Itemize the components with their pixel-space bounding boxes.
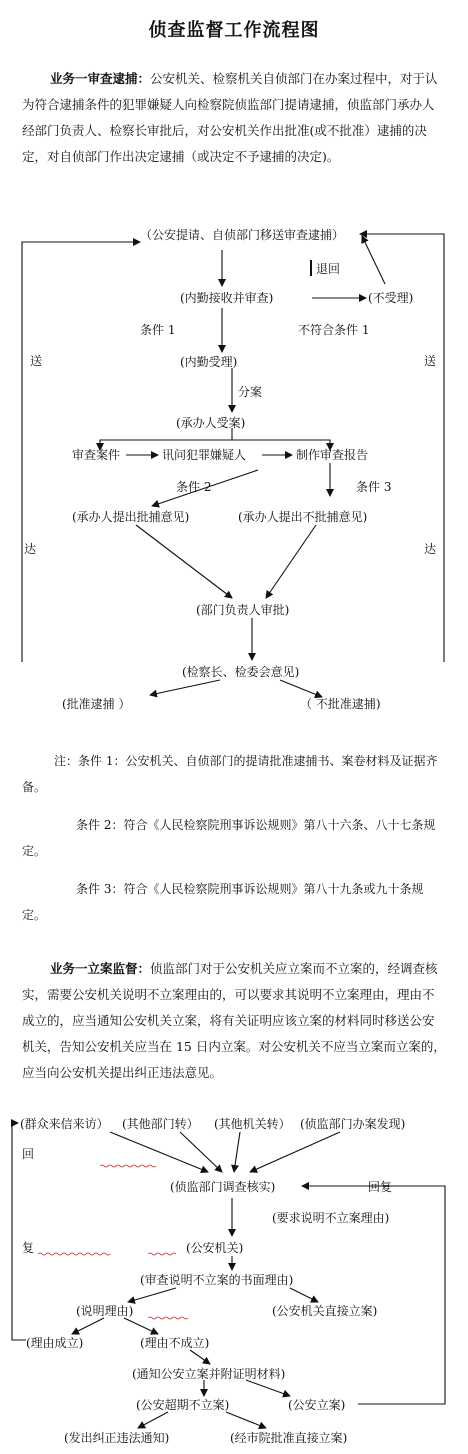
label-fu: 复 bbox=[22, 1241, 35, 1255]
note-condition-2: 条件 2：符合《人民检察院刑事诉讼规则》第八十六条、八十七条规定。 bbox=[22, 818, 436, 858]
side-right-deliver: 达 bbox=[424, 542, 437, 556]
node-self-discover: (侦监部门办案发现) bbox=[300, 1117, 406, 1131]
label-condition-1: 条件 1 bbox=[140, 323, 176, 337]
node-submit-arrest: （公安提请、自侦部门移送审查逮捕） bbox=[140, 228, 345, 242]
section1-text: 公安机关、检察机关自侦部门在办案过程中，对于认为符合逮捕条件的犯罪嫌疑人向检察院侦监部门提请逮捕，侦监部门承办人经部门负责人、检察长审批后，对公安机关作出批准(或不批准）逮捕的决定，对自侦部门作出决定逮捕（或决定不予逮捕的决定)。 bbox=[22, 71, 438, 164]
node-explain-reason: (说明理由) bbox=[76, 1304, 134, 1318]
label-return: 退回 bbox=[316, 262, 341, 276]
note-condition-1: 注：条件 1：公安机关、自侦部门的提请批准逮捕书、案卷材料及证据齐备。 bbox=[22, 754, 438, 794]
node-correction-notice: (发出纠正违法通知) bbox=[64, 1431, 170, 1445]
node-disapprove-arrest: （ 不批准逮捕) bbox=[300, 697, 381, 711]
section1-lead: 业务一审查逮捕： bbox=[50, 71, 151, 86]
label-assign: 分案 bbox=[238, 385, 263, 399]
node-public-letters: (群众来信来访） bbox=[20, 1117, 109, 1131]
label-reply: 回复 bbox=[368, 1180, 393, 1194]
node-interrogate: 讯问犯罪嫌疑人 bbox=[162, 448, 247, 462]
node-approve-arrest: (批准逮捕 ） bbox=[62, 697, 131, 711]
note-condition-3: 条件 3：符合《人民检察院刑事诉讼规则》第八十九条或九十条规定。 bbox=[22, 882, 424, 922]
node-police-direct: (公安机关直接立案) bbox=[272, 1304, 378, 1318]
node-reason-valid: (理由成立) bbox=[26, 1336, 84, 1350]
label-condition-2: 条件 2 bbox=[176, 480, 212, 494]
node-receive-review: (内勤接收并审查) bbox=[180, 291, 274, 305]
node-dept-head: (部门负责人审批) bbox=[196, 603, 290, 617]
node-propose-no-arrest: (承办人提出不批捕意见) bbox=[238, 510, 368, 524]
node-reject: (不受理) bbox=[368, 291, 414, 305]
section2-text: 侦监部门对于公安机关应立案而不立案的，经调查核实，需要公安机关说明不立案理由的，可以要求其说明不立案理由，理由不成立的，应当通知公安机关立案，将有关证明应该立案的材料同时移送公安机关，告知公安机关应当在 15 日内立案。对公安机关不应当立案而立案的，应当向公安机关提出纠正违法意见。 bbox=[22, 961, 446, 1080]
page-title: 侦查监督工作流程图 bbox=[148, 20, 320, 41]
label-not-condition-1: 不符合条件 1 bbox=[298, 323, 370, 337]
node-handler-accept: (承办人受案) bbox=[176, 416, 246, 430]
node-overdue: (公安超期不立案) bbox=[136, 1398, 230, 1412]
node-review-case: 审查案件 bbox=[72, 448, 121, 462]
node-propose-arrest: (承办人提出批捕意见) bbox=[72, 510, 190, 524]
node-accept: (内勤受理) bbox=[180, 355, 238, 369]
side-right-send: 送 bbox=[424, 354, 437, 368]
node-reason-invalid: (理由不成立) bbox=[140, 1336, 210, 1350]
label-condition-3: 条件 3 bbox=[356, 480, 392, 494]
node-review-reason: (审查说明不立案的书面理由) bbox=[140, 1273, 294, 1287]
label-hui: 回 bbox=[22, 1147, 35, 1161]
side-left-deliver: 达 bbox=[24, 542, 37, 556]
node-require-reason: (要求说明不立案理由) bbox=[272, 1211, 390, 1225]
node-investigate: (侦监部门调查核实) bbox=[170, 1180, 276, 1194]
node-other-dept: (其他部门转） bbox=[122, 1117, 199, 1131]
node-city-approval: (经市院批准直接立案) bbox=[230, 1431, 348, 1445]
node-police: (公安机关) bbox=[186, 1241, 244, 1255]
node-chief: (检察长、检委会意见) bbox=[182, 665, 300, 679]
node-police-filed: (公安立案) bbox=[288, 1398, 346, 1412]
side-left-send: 送 bbox=[30, 354, 43, 368]
node-other-org: (其他机关转） bbox=[214, 1117, 291, 1131]
section2-lead: 业务一立案监督： bbox=[50, 961, 151, 976]
node-notify-police: (通知公安立案并附证明材料) bbox=[132, 1367, 286, 1381]
node-report: 制作审查报告 bbox=[296, 448, 369, 462]
